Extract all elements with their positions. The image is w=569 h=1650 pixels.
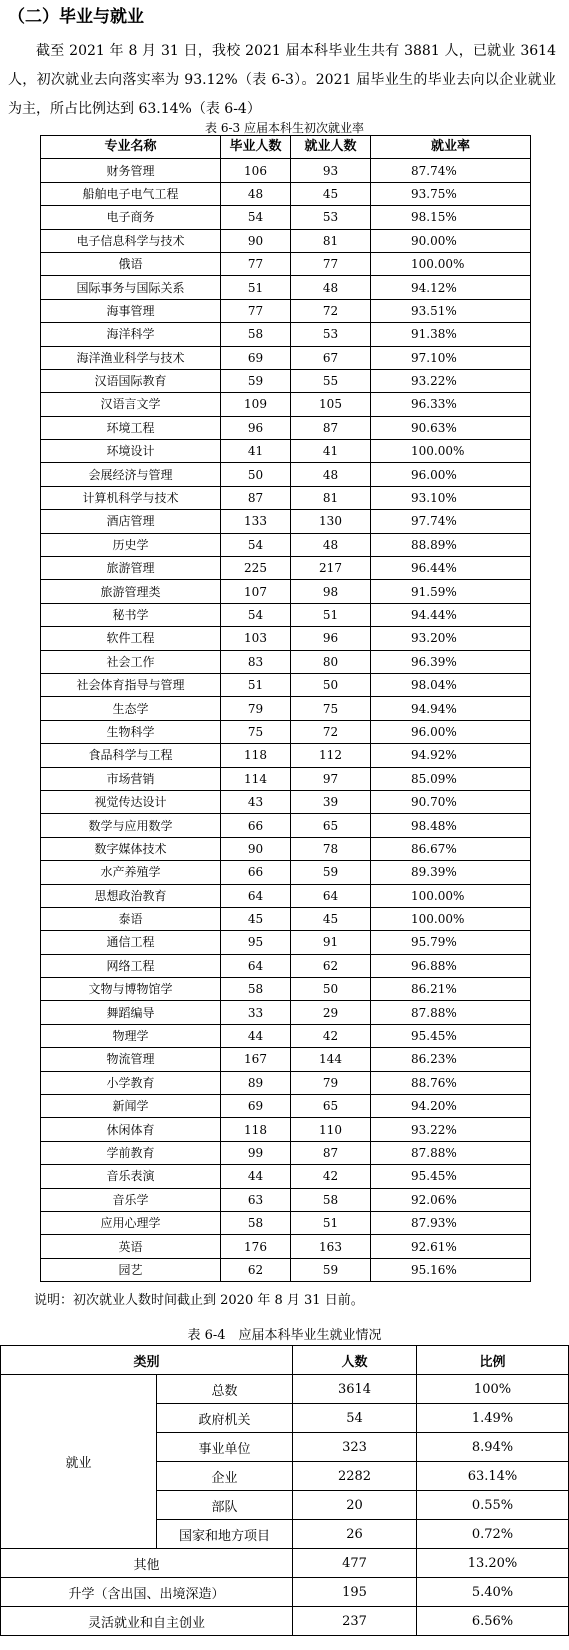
rate-cell: 88.89% (371, 533, 531, 556)
employed-cell: 48 (291, 533, 371, 556)
major-cell: 旅游管理 (41, 557, 221, 580)
table-row (41, 252, 531, 275)
major-cell: 英语 (41, 1235, 221, 1258)
graduates-cell: 41 (221, 440, 291, 463)
graduates-cell: 45 (221, 907, 291, 930)
employed-cell: 65 (291, 814, 371, 837)
graduates-cell: 64 (221, 954, 291, 977)
header-count: 人数 (293, 1346, 417, 1375)
count-cell: 54 (293, 1404, 417, 1433)
graduates-cell: 79 (221, 697, 291, 720)
major-cell: 社会体育指导与管理 (41, 673, 221, 696)
ratio-cell: 100% (417, 1375, 569, 1404)
graduates-cell: 77 (221, 252, 291, 275)
table-row (41, 767, 531, 790)
table-row (41, 1141, 531, 1164)
header-category: 类别 (1, 1346, 293, 1375)
rate-cell: 93.51% (371, 299, 531, 322)
graduates-cell: 51 (221, 276, 291, 299)
employed-cell: 55 (291, 369, 371, 392)
graduates-cell: 107 (221, 580, 291, 603)
table-row (41, 673, 531, 696)
major-cell: 水产养殖学 (41, 861, 221, 884)
graduates-cell: 225 (221, 557, 291, 580)
rate-cell: 90.63% (371, 416, 531, 439)
employed-cell: 163 (291, 1235, 371, 1258)
major-cell: 汉语言文学 (41, 393, 221, 416)
rate-cell: 93.75% (371, 182, 531, 205)
graduates-cell: 109 (221, 393, 291, 416)
table-row (41, 229, 531, 252)
graduates-cell: 99 (221, 1141, 291, 1164)
major-cell: 环境设计 (41, 440, 221, 463)
employed-cell: 97 (291, 767, 371, 790)
rate-cell: 90.70% (371, 790, 531, 813)
table-row (41, 1258, 531, 1281)
employed-cell: 51 (291, 603, 371, 626)
ratio-cell: 1.49% (417, 1404, 569, 1433)
employed-cell: 48 (291, 276, 371, 299)
major-cell: 电子信息科学与技术 (41, 229, 221, 252)
major-cell: 园艺 (41, 1258, 221, 1281)
rate-cell: 89.39% (371, 861, 531, 884)
table-row (41, 557, 531, 580)
major-cell: 物流管理 (41, 1048, 221, 1071)
employed-cell: 50 (291, 673, 371, 696)
major-cell: 数学与应用数学 (41, 814, 221, 837)
graduates-cell: 51 (221, 673, 291, 696)
rate-cell: 94.12% (371, 276, 531, 299)
table-row (41, 393, 531, 416)
table-6-3 (40, 135, 531, 1282)
rate-cell: 96.44% (371, 557, 531, 580)
rate-cell: 85.09% (371, 767, 531, 790)
employed-cell: 87 (291, 1141, 371, 1164)
graduates-cell: 63 (221, 1188, 291, 1211)
graduates-cell: 75 (221, 720, 291, 743)
count-cell: 2282 (293, 1462, 417, 1491)
graduates-cell: 167 (221, 1048, 291, 1071)
rate-cell: 95.45% (371, 1165, 531, 1188)
rate-cell: 87.88% (371, 1001, 531, 1024)
rate-cell: 93.10% (371, 486, 531, 509)
major-cell: 计算机科学与技术 (41, 486, 221, 509)
rate-cell: 98.48% (371, 814, 531, 837)
table-row (41, 1118, 531, 1141)
graduates-cell: 114 (221, 767, 291, 790)
intro-paragraph: 截至 2021 年 8 月 31 日，我校 2021 届本科毕业生共有 3881 人，已就业 3614 人，初次就业去向落实率为 93.12%（表 6-3）。2021 届毕业生的毕业去向以企业就业为主，所占比例达到 63.14%（表 6-4） (8, 43, 556, 117)
employed-cell: 75 (291, 697, 371, 720)
major-cell: 电子商务 (41, 206, 221, 229)
table-row (41, 1071, 531, 1094)
major-cell: 海洋科学 (41, 323, 221, 346)
graduates-cell: 66 (221, 861, 291, 884)
table-row (41, 814, 531, 837)
table-row (1, 1375, 569, 1404)
graduates-cell: 90 (221, 837, 291, 860)
major-cell: 数字媒体技术 (41, 837, 221, 860)
count-cell: 195 (293, 1578, 417, 1607)
table-row (41, 1235, 531, 1258)
employed-cell: 80 (291, 650, 371, 673)
major-cell: 旅游管理类 (41, 580, 221, 603)
rate-cell: 96.88% (371, 954, 531, 977)
rate-cell: 95.79% (371, 931, 531, 954)
employed-cell: 79 (291, 1071, 371, 1094)
table-row (41, 206, 531, 229)
major-cell: 市场营销 (41, 767, 221, 790)
major-cell: 网络工程 (41, 954, 221, 977)
graduates-cell: 54 (221, 603, 291, 626)
major-cell: 环境工程 (41, 416, 221, 439)
table-row (41, 744, 531, 767)
graduates-cell: 69 (221, 346, 291, 369)
rate-cell: 96.33% (371, 393, 531, 416)
table-row (41, 416, 531, 439)
graduates-cell: 62 (221, 1258, 291, 1281)
employed-cell: 42 (291, 1024, 371, 1047)
graduates-cell: 54 (221, 533, 291, 556)
table-row (41, 697, 531, 720)
table-row (41, 486, 531, 509)
rate-cell: 96.39% (371, 650, 531, 673)
ratio-cell: 0.55% (417, 1491, 569, 1520)
graduates-cell: 50 (221, 463, 291, 486)
graduates-cell: 44 (221, 1024, 291, 1047)
graduates-cell: 87 (221, 486, 291, 509)
table-note: 说明：初次就业人数时间截止到 2020 年 8 月 31 日前。 (34, 1293, 364, 1308)
rate-cell: 94.20% (371, 1095, 531, 1118)
rate-cell: 86.67% (371, 837, 531, 860)
rate-cell: 97.74% (371, 510, 531, 533)
table-row (41, 299, 531, 322)
table-row (41, 440, 531, 463)
rate-cell: 91.59% (371, 580, 531, 603)
rate-cell: 92.61% (371, 1235, 531, 1258)
graduates-cell: 118 (221, 744, 291, 767)
table-row (41, 346, 531, 369)
rate-cell: 95.16% (371, 1258, 531, 1281)
rate-cell: 98.15% (371, 206, 531, 229)
graduates-cell: 106 (221, 159, 291, 182)
table-row (41, 861, 531, 884)
table-row (41, 1165, 531, 1188)
employed-cell: 77 (291, 252, 371, 275)
major-cell: 通信工程 (41, 931, 221, 954)
graduates-cell: 89 (221, 1071, 291, 1094)
employed-cell: 62 (291, 954, 371, 977)
rate-cell: 93.20% (371, 627, 531, 650)
employed-cell: 59 (291, 1258, 371, 1281)
table-row (41, 954, 531, 977)
table-6-4-caption: 表 6-4 应届本科毕业生就业情况 (187, 1328, 382, 1343)
graduates-cell: 58 (221, 978, 291, 1001)
graduates-cell: 33 (221, 1001, 291, 1024)
category-cell: 其他 (1, 1549, 293, 1578)
major-cell: 财务管理 (41, 159, 221, 182)
major-cell: 酒店管理 (41, 510, 221, 533)
table-row (41, 627, 531, 650)
major-cell: 生态学 (41, 697, 221, 720)
table-row (41, 603, 531, 626)
rate-cell: 90.00% (371, 229, 531, 252)
employed-cell: 130 (291, 510, 371, 533)
table-header-row (1, 1346, 569, 1375)
employed-cell: 39 (291, 790, 371, 813)
major-cell: 音乐学 (41, 1188, 221, 1211)
employed-cell: 29 (291, 1001, 371, 1024)
ratio-cell: 63.14% (417, 1462, 569, 1491)
employed-cell: 65 (291, 1095, 371, 1118)
employed-cell: 110 (291, 1118, 371, 1141)
employed-cell: 72 (291, 299, 371, 322)
employed-cell: 87 (291, 416, 371, 439)
header-ratio: 比例 (417, 1346, 569, 1375)
table-row (41, 837, 531, 860)
category-cell: 灵活就业和自主创业 (1, 1607, 293, 1636)
table-6-4 (0, 1345, 569, 1636)
rate-cell: 87.93% (371, 1211, 531, 1234)
graduates-cell: 43 (221, 790, 291, 813)
employed-cell: 91 (291, 931, 371, 954)
employed-cell: 96 (291, 627, 371, 650)
major-cell: 社会工作 (41, 650, 221, 673)
graduates-cell: 77 (221, 299, 291, 322)
subcategory-cell: 部队 (157, 1491, 293, 1520)
table-row (41, 1188, 531, 1211)
subcategory-cell: 国家和地方项目 (157, 1520, 293, 1549)
rate-cell: 94.44% (371, 603, 531, 626)
graduates-cell: 69 (221, 1095, 291, 1118)
employed-cell: 98 (291, 580, 371, 603)
graduates-cell: 83 (221, 650, 291, 673)
table-row (41, 463, 531, 486)
rate-cell: 100.00% (371, 884, 531, 907)
major-cell: 学前教育 (41, 1141, 221, 1164)
rate-cell: 91.38% (371, 323, 531, 346)
table-row (41, 369, 531, 392)
graduates-cell: 59 (221, 369, 291, 392)
rate-cell: 93.22% (371, 1118, 531, 1141)
major-cell: 汉语国际教育 (41, 369, 221, 392)
table-row (41, 323, 531, 346)
count-cell: 237 (293, 1607, 417, 1636)
major-cell: 物理学 (41, 1024, 221, 1047)
table-row (41, 907, 531, 930)
header-employed: 就业人数 (291, 136, 371, 159)
table-row (1, 1578, 569, 1607)
header-major: 专业名称 (41, 136, 221, 159)
major-cell: 软件工程 (41, 627, 221, 650)
employed-cell: 93 (291, 159, 371, 182)
employed-cell: 78 (291, 837, 371, 860)
graduates-cell: 58 (221, 1211, 291, 1234)
table-row (41, 1211, 531, 1234)
rate-cell: 100.00% (371, 252, 531, 275)
graduates-cell: 133 (221, 510, 291, 533)
employed-cell: 64 (291, 884, 371, 907)
employed-cell: 81 (291, 486, 371, 509)
major-cell: 船舶电子电气工程 (41, 182, 221, 205)
major-cell: 视觉传达设计 (41, 790, 221, 813)
employed-cell: 48 (291, 463, 371, 486)
graduates-cell: 90 (221, 229, 291, 252)
major-cell: 国际事务与国际关系 (41, 276, 221, 299)
table-row (41, 1095, 531, 1118)
rate-cell: 98.04% (371, 673, 531, 696)
graduates-cell: 96 (221, 416, 291, 439)
count-cell: 323 (293, 1433, 417, 1462)
table-row (41, 1048, 531, 1071)
employed-cell: 58 (291, 1188, 371, 1211)
table-6-3-caption: 表 6-3 应届本科生初次就业率 (205, 121, 364, 135)
major-cell: 海事管理 (41, 299, 221, 322)
graduates-cell: 54 (221, 206, 291, 229)
category-cell: 升学（含出国、出境深造） (1, 1578, 293, 1607)
table-row (41, 931, 531, 954)
employed-cell: 41 (291, 440, 371, 463)
rate-cell: 97.10% (371, 346, 531, 369)
employed-cell: 53 (291, 206, 371, 229)
major-cell: 音乐表演 (41, 1165, 221, 1188)
rate-cell: 100.00% (371, 440, 531, 463)
rate-cell: 100.00% (371, 907, 531, 930)
major-cell: 会展经济与管理 (41, 463, 221, 486)
rate-cell: 88.76% (371, 1071, 531, 1094)
table-row (41, 978, 531, 1001)
employed-cell: 72 (291, 720, 371, 743)
graduates-cell: 103 (221, 627, 291, 650)
rate-cell: 87.74% (371, 159, 531, 182)
graduates-cell: 118 (221, 1118, 291, 1141)
graduates-cell: 64 (221, 884, 291, 907)
employed-cell: 81 (291, 229, 371, 252)
table-row (41, 276, 531, 299)
ratio-cell: 5.40% (417, 1578, 569, 1607)
employed-group-label: 就业 (1, 1375, 157, 1549)
major-cell: 新闻学 (41, 1095, 221, 1118)
major-cell: 食品科学与工程 (41, 744, 221, 767)
table-row (41, 182, 531, 205)
employed-cell: 42 (291, 1165, 371, 1188)
graduates-cell: 44 (221, 1165, 291, 1188)
employed-cell: 50 (291, 978, 371, 1001)
count-cell: 26 (293, 1520, 417, 1549)
table-row (41, 533, 531, 556)
rate-cell: 86.23% (371, 1048, 531, 1071)
employed-cell: 53 (291, 323, 371, 346)
rate-cell: 96.00% (371, 463, 531, 486)
rate-cell: 95.45% (371, 1024, 531, 1047)
major-cell: 秘书学 (41, 603, 221, 626)
count-cell: 477 (293, 1549, 417, 1578)
employed-cell: 67 (291, 346, 371, 369)
major-cell: 思想政治教育 (41, 884, 221, 907)
employed-cell: 144 (291, 1048, 371, 1071)
major-cell: 海洋渔业科学与技术 (41, 346, 221, 369)
header-rate: 就业率 (371, 136, 531, 159)
major-cell: 舞蹈编导 (41, 1001, 221, 1024)
employed-cell: 45 (291, 907, 371, 930)
rate-cell: 94.94% (371, 697, 531, 720)
header-graduates: 毕业人数 (221, 136, 291, 159)
employed-cell: 105 (291, 393, 371, 416)
table-row (41, 580, 531, 603)
rate-cell: 87.88% (371, 1141, 531, 1164)
subcategory-cell: 企业 (157, 1462, 293, 1491)
table-row (41, 884, 531, 907)
major-cell: 文物与博物馆学 (41, 978, 221, 1001)
major-cell: 生物科学 (41, 720, 221, 743)
table-row (1, 1607, 569, 1636)
graduates-cell: 58 (221, 323, 291, 346)
rate-cell: 94.92% (371, 744, 531, 767)
table-row (41, 1001, 531, 1024)
rate-cell: 92.06% (371, 1188, 531, 1211)
ratio-cell: 13.20% (417, 1549, 569, 1578)
rate-cell: 96.00% (371, 720, 531, 743)
major-cell: 休闲体育 (41, 1118, 221, 1141)
graduates-cell: 66 (221, 814, 291, 837)
major-cell: 小学教育 (41, 1071, 221, 1094)
employed-cell: 51 (291, 1211, 371, 1234)
subcategory-cell: 政府机关 (157, 1404, 293, 1433)
major-cell: 泰语 (41, 907, 221, 930)
table-row (41, 790, 531, 813)
table-row (41, 1024, 531, 1047)
employed-cell: 217 (291, 557, 371, 580)
graduates-cell: 95 (221, 931, 291, 954)
count-cell: 20 (293, 1491, 417, 1520)
major-cell: 俄语 (41, 252, 221, 275)
employed-cell: 112 (291, 744, 371, 767)
table-row (1, 1549, 569, 1578)
ratio-cell: 0.72% (417, 1520, 569, 1549)
table-header-row (41, 136, 531, 159)
table-row (41, 720, 531, 743)
rate-cell: 86.21% (371, 978, 531, 1001)
employed-cell: 59 (291, 861, 371, 884)
graduates-cell: 176 (221, 1235, 291, 1258)
ratio-cell: 8.94% (417, 1433, 569, 1462)
major-cell: 应用心理学 (41, 1211, 221, 1234)
section-title: （二）毕业与就业 (8, 7, 144, 27)
employed-cell: 45 (291, 182, 371, 205)
table-row (41, 159, 531, 182)
subcategory-cell: 事业单位 (157, 1433, 293, 1462)
graduates-cell: 48 (221, 182, 291, 205)
table-row (41, 510, 531, 533)
major-cell: 历史学 (41, 533, 221, 556)
subcategory-cell: 总数 (157, 1375, 293, 1404)
table-row (41, 650, 531, 673)
rate-cell: 93.22% (371, 369, 531, 392)
ratio-cell: 6.56% (417, 1607, 569, 1636)
count-cell: 3614 (293, 1375, 417, 1404)
